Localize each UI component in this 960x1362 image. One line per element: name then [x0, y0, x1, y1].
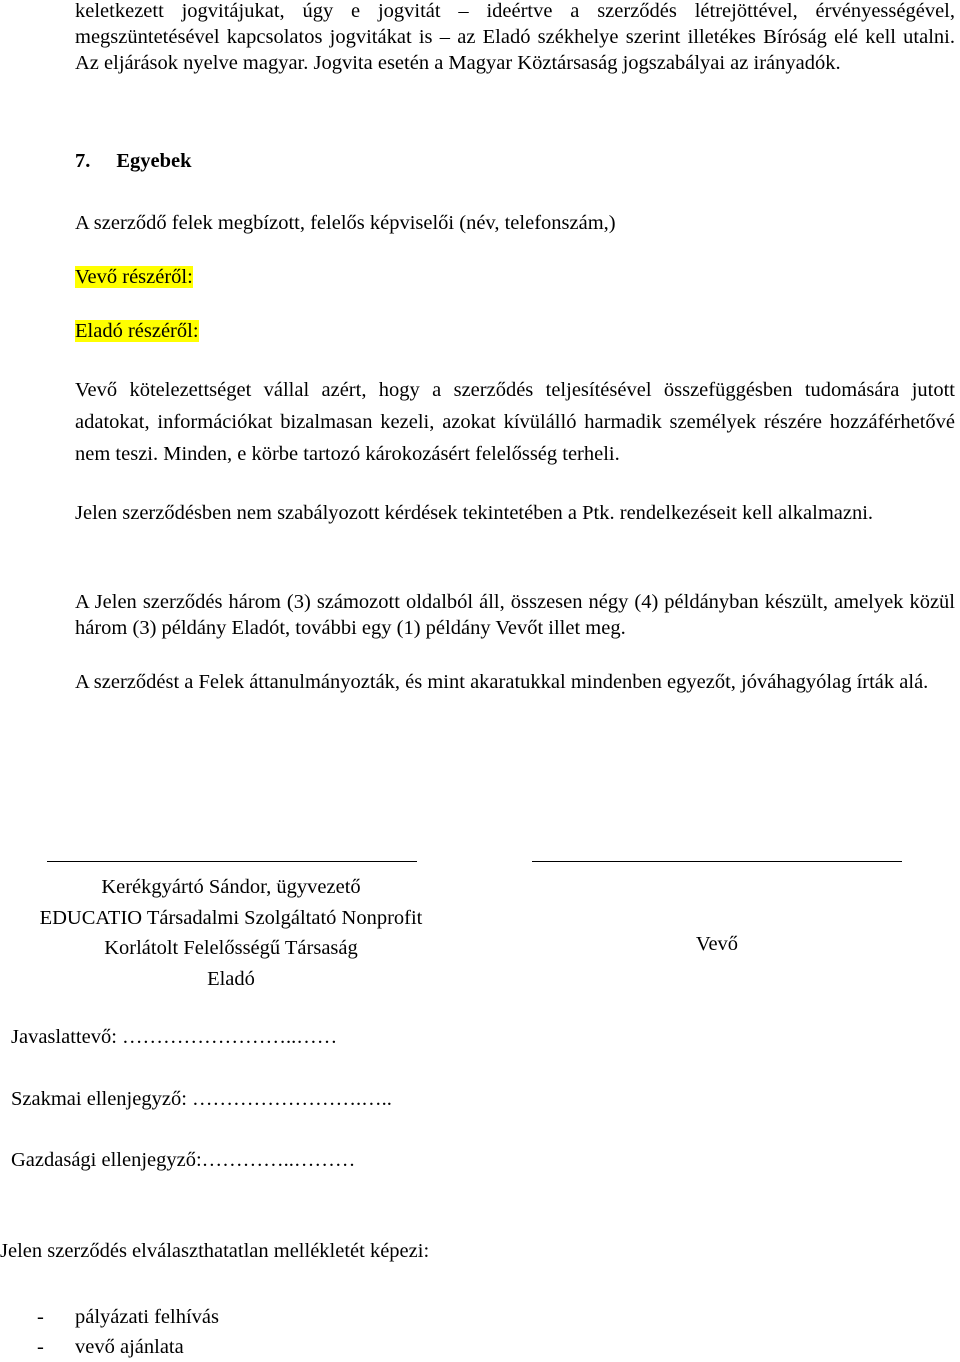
- paragraph-jurisdiction: keletkezett jogvitájukat, úgy e jogvitát – ideértve a szerződés létrejöttével, érvényességével, megszüntetésével kapcsolatos jogvitákat is – az Eladó székhelye szerint illetékes Bíróság elé kell utalni. Az eljárások nyelve magyar. Jogvita esetén a Magyar Köztársaság jogszabályai az irányadók.: [75, 0, 955, 74]
- list-bullet: -: [37, 1336, 44, 1358]
- seller-signature-line: [47, 861, 417, 862]
- paragraph-confidentiality: Vevő kötelezettséget vállal azért, hogy a szerződés teljesítésével összefüggésben tudomására jutott adatokat, információkat bizalmasan kezeli, azokat kívülálló harmadik személyek részére hozzáférhetővé nem teszi. Minden, e körbe tartozó károkozásért felelősség terheli.: [75, 379, 955, 465]
- seller-representative-text: Eladó részéről:: [75, 320, 199, 342]
- section-title: Egyebek: [116, 150, 192, 172]
- seller-organization-line2: Korlátolt Felelősségű Társaság: [104, 937, 358, 959]
- annex-intro: Jelen szerződés elválaszthatatlan mellékletét képezi:: [0, 1240, 430, 1262]
- seller-signatory-name: Kerékgyártó Sándor, ügyvezető: [101, 876, 361, 898]
- financial-countersign-line: Gazdasági ellenjegyző:…………..………: [11, 1149, 356, 1171]
- buyer-role: Vevő: [695, 933, 739, 955]
- paragraph-ptk: Jelen szerződésben nem szabályozott kérdések tekintetében a Ptk. rendelkezéseit kell alkalmazni.: [75, 502, 874, 524]
- paragraph-signing: A szerződést a Felek áttanulmányozták, és mint akaratukkal mindenben egyezőt, jóváhagyólag írták alá.: [75, 671, 929, 693]
- section-number: 7.: [75, 150, 91, 172]
- representatives-intro: A szerződő felek megbízott, felelős képviselői (név, telefonszám,): [75, 212, 616, 234]
- seller-signature-block: [0, 872, 462, 994]
- buyer-signature-line: [532, 861, 902, 862]
- proposer-line: Javaslattevő: ……………………..……: [11, 1026, 338, 1048]
- section-heading: [75, 150, 192, 173]
- professional-countersign-line: Szakmai ellenjegyző: …………………….…..: [11, 1088, 392, 1110]
- seller-role: Eladó: [207, 967, 255, 990]
- annex-list: [37, 1302, 219, 1362]
- seller-representative-label: [75, 320, 199, 343]
- paragraph-copies: A Jelen szerződés három (3) számozott oldalból áll, összesen négy (4) példányban készült, amelyek közül három (3) példány Eladót, további egy (1) példány Vevőt illet meg.: [75, 591, 955, 639]
- buyer-representative-text: Vevő részéről:: [75, 266, 193, 288]
- list-item: - pályázati felhívás: [37, 1302, 219, 1332]
- list-item: - vevő ajánlata: [37, 1332, 219, 1362]
- seller-organization-line1: EDUCATIO Társadalmi Szolgáltató Nonprofit: [39, 906, 423, 929]
- list-bullet: -: [37, 1306, 44, 1328]
- buyer-representative-label: [75, 266, 193, 289]
